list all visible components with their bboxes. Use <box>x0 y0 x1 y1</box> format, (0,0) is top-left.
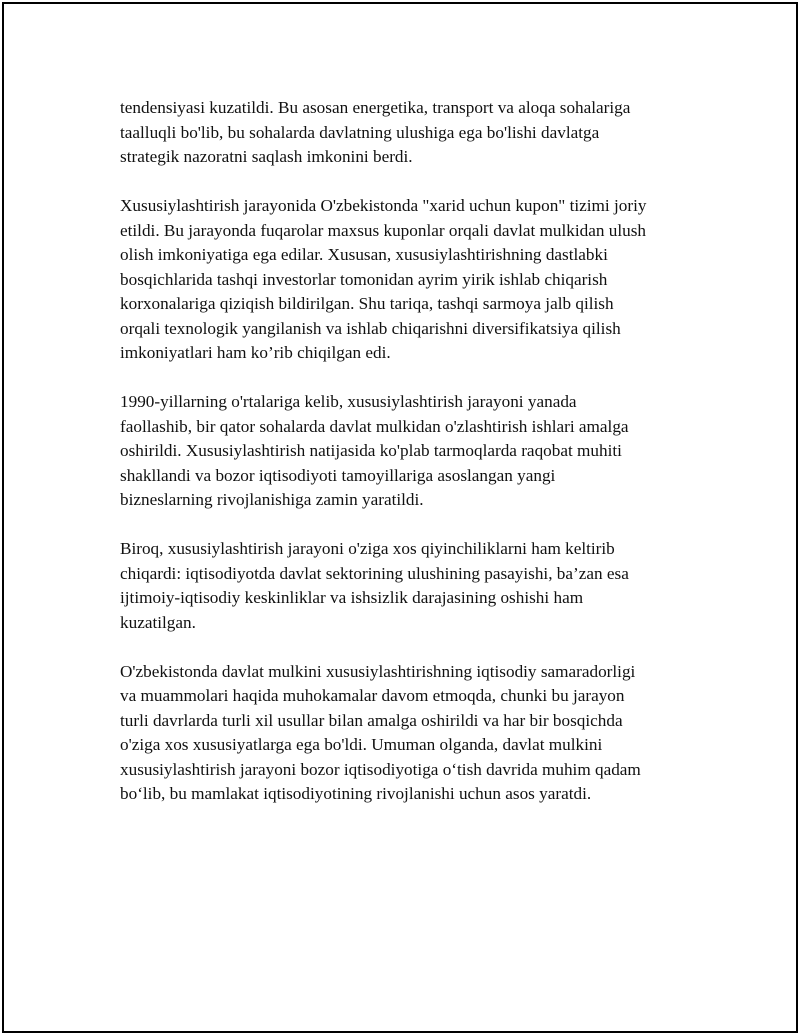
paragraph-5 <box>120 660 690 807</box>
text-line: Xususiylashtirish jarayonida O'zbekistonda "xarid uchun kupon" tizimi joriy <box>120 196 647 215</box>
text-line: korxonalariga qiziqish bildirilgan. Shu tariqa, tashqi sarmoya jalb qilish <box>120 294 614 313</box>
text-line: bo‘lib, bu mamlakat iqtisodiyotining rivojlanishi uchun asos yaratdi. <box>120 784 592 803</box>
text-line: turli davrlarda turli xil usullar bilan amalga oshirildi va har bir bosqichda <box>120 710 623 730</box>
text-line: faollashib, bir qator sohalarda davlat mulkidan o'zlashtirish ishlari amalga <box>120 416 629 436</box>
paragraph-1 <box>120 96 690 170</box>
paragraph-4 <box>120 537 690 635</box>
text-line: 1990-yillarning o'rtalariga kelib, xususiylashtirish jarayoni yanada <box>120 392 577 411</box>
text-line: shakllandi va bozor iqtisodiyoti tamoyillariga asoslangan yangi <box>120 465 556 485</box>
text-line: ijtimoiy-iqtisodiy keskinliklar va ishsizlik darajasining oshishi ham <box>120 588 584 607</box>
text-line: oshirildi. Xususiylashtirish natijasida ko'plab tarmoqlarda raqobat muhiti <box>120 441 622 460</box>
text-line: kuzatilgan. <box>120 612 196 632</box>
text-line: taalluqli bo'lib, bu sohalarda davlatning ulushiga ega bo'lishi davlatga <box>120 122 600 142</box>
text-line: etildi. Bu jarayonda fuqarolar maxsus kuponlar orqali davlat mulkidan ulush <box>120 220 647 240</box>
paragraph-3 <box>120 390 690 513</box>
text-line: va muammolari haqida muhokamalar davom etmoqda, chunki bu jarayon <box>120 686 625 705</box>
text-line: xususiylashtirish jarayoni bozor iqtisodiyotiga o‘tish davrida muhim qadam <box>120 759 641 779</box>
text-line: tendensiyasi kuzatildi. Bu asosan energetika, transport va aloqa sohalariga <box>120 98 631 117</box>
text-line: olish imkoniyatiga ega edilar. Xususan, xususiylashtirishning dastlabki <box>120 245 608 264</box>
text-line: strategik nazoratni saqlash imkonini berdi. <box>120 147 413 166</box>
text-line: bosqichlarida tashqi investorlar tomonidan ayrim yirik ishlab chiqarish <box>120 269 608 289</box>
text-line: orqali texnologik yangilanish va ishlab chiqarishni diversifikatsiya qilish <box>120 318 621 338</box>
document-body <box>120 96 690 831</box>
paragraph-2 <box>120 194 690 366</box>
text-line: O'zbekistonda davlat mulkini xususiylashtirishning iqtisodiy samaradorligi <box>120 661 636 681</box>
page-frame <box>2 2 798 1033</box>
text-line: imkoniyatlari ham ko’rib chiqilgan edi. <box>120 343 391 362</box>
text-line: chiqardi: iqtisodiyotda davlat sektorining ulushining pasayishi, ba’zan esa <box>120 563 629 583</box>
text-line: bizneslarning rivojlanishiga zamin yaratildi. <box>120 490 424 509</box>
text-line: Biroq, xususiylashtirish jarayoni o'ziga xos qiyinchiliklarni ham keltirib <box>120 539 615 558</box>
text-line: o'ziga xos xususiyatlarga ega bo'ldi. Umuman olganda, davlat mulkini <box>120 735 603 754</box>
